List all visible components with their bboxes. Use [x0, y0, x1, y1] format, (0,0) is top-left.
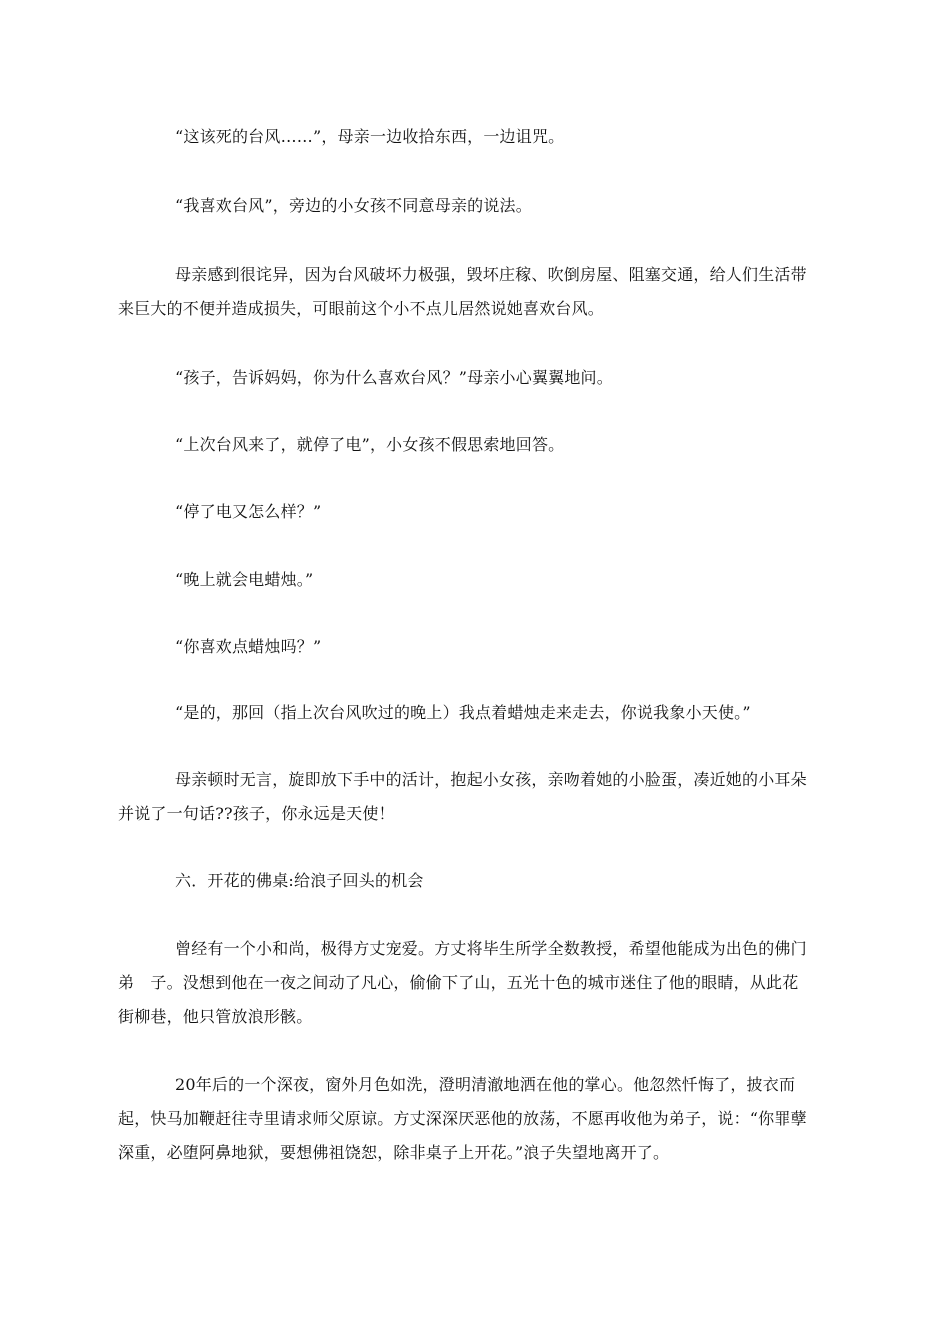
paragraph-3: 母亲感到很诧异，因为台风破坏力极强，毁坏庄稼、吹倒房屋、阻塞交通，给人们生活带来巨大的不便并造成损失，可眼前这个小不点儿居然说她喜欢台风。	[118, 265, 807, 318]
paragraph-8: “你喜欢点蜡烛吗？”	[175, 637, 322, 656]
paragraph-1: “这该死的台风……”，母亲一边收拾东西，一边诅咒。	[175, 127, 565, 146]
paragraph-11: 曾经有一个小和尚，极得方丈宠爱。方丈将毕生所学全数教授，希望他能成为出色的佛门弟 子。没想到他在一夜之间动了凡心，偷偷下了山，五光十色的城市迷住了他的眼睛，从此花街柳巷，他只管放浪形骸。	[118, 939, 807, 1026]
paragraph-5: “上次台风来了，就停了电”，小女孩不假思索地回答。	[175, 435, 565, 454]
paragraph-4: “孩子，告诉妈妈，你为什么喜欢台风？”母亲小心翼翼地问。	[175, 368, 613, 387]
paragraph-9: “是的，那回（指上次台风吹过的晚上）我点着蜡烛走来走去，你说我象小天使。”	[175, 703, 751, 722]
section-heading: 六．开花的佛桌:给浪子回头的机会	[175, 871, 424, 890]
paragraph-6: “停了电又怎么样？”	[175, 502, 322, 521]
paragraph-10: 母亲顿时无言，旋即放下手中的活计，抱起小女孩，亲吻着她的小脸蛋，凑近她的小耳朵并说了一句话??孩子，你永远是天使！	[118, 770, 807, 823]
paragraph-7: “晚上就会电蜡烛。”	[175, 570, 314, 589]
paragraph-2: “我喜欢台风”，旁边的小女孩不同意母亲的说法。	[175, 196, 532, 215]
paragraph-12: 20年后的一个深夜，窗外月色如洗，澄明清澈地洒在他的掌心。他忽然忏悔了，披衣而起，快马加鞭赶往寺里请求师父原谅。方丈深深厌恶他的放荡，不愿再收他为弟子，说：“你罪孽深重，必堕阿鼻地狱，要想佛祖饶恕，除非桌子上开花。”浪子失望地离开了。	[118, 1075, 807, 1162]
